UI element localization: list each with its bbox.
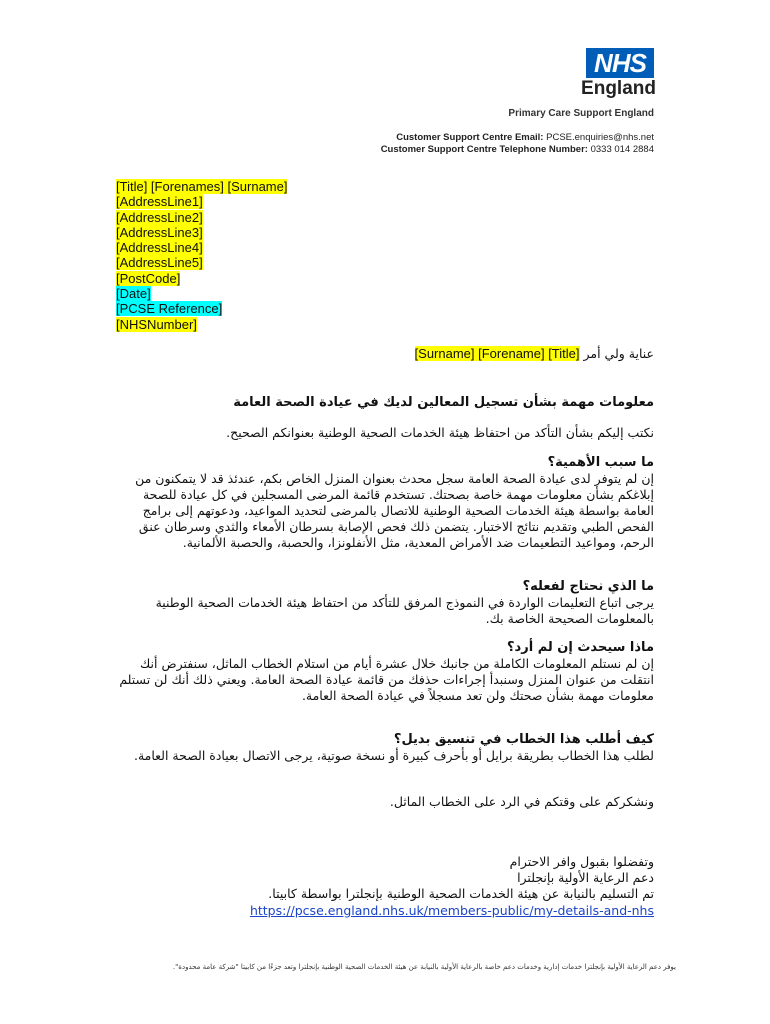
nhs-number: [NHSNumber] bbox=[116, 316, 197, 332]
section-heading-importance: ما سبب الأهمية؟ bbox=[547, 455, 654, 470]
letter-date: [Date] bbox=[116, 286, 151, 302]
letter-signoff: وتفضلوا بقبول وافر الاحترام bbox=[509, 854, 654, 869]
link-line bbox=[116, 903, 654, 919]
nhs-logo: NHS bbox=[586, 48, 654, 78]
salutation bbox=[116, 346, 654, 362]
salutation-prefix: عناية ولي أمر bbox=[583, 346, 654, 361]
salutation-fields: [Surname] [Forename] [Title] bbox=[414, 346, 580, 361]
phone-label: Customer Support Centre Telephone Number: bbox=[380, 144, 588, 155]
section-body-alt-format: لطلب هذا الخطاب بطريقة برايل أو بأحرف كبيرة أو نسخة صوتية، يرجى الاتصال بعيادة الصحة العامة. bbox=[133, 748, 654, 763]
address-line-2: [AddressLine2] bbox=[116, 209, 203, 225]
section-heading-alt-format: كيف أطلب هذا الخطاب في تنسيق بديل؟ bbox=[393, 732, 654, 747]
phone-value: 0333 014 2884 bbox=[590, 144, 654, 155]
letter-thanks: ونشكركم على وقتكم في الرد على الخطاب الماثل. bbox=[389, 794, 654, 809]
nhs-region-name: England bbox=[581, 78, 656, 99]
address-line-1: [AddressLine1] bbox=[116, 194, 203, 210]
section-body-no-reply: إن لم نستلم المعلومات الكاملة من جانبك خلال عشرة أيام من استلام الخطاب الماثل، سنفترض أنك انتقلت من عنوان المنزل وسنبدأ إجراءات حذفك من قائمة عيادة الصحة العامة. ويعني ذلك أنك لن تستلم معلومات مهمة بشأن صحتك ولن تعد مسجلاً في عيادة الصحة العامة. bbox=[119, 656, 654, 703]
section-heading-what-to-do: ما الذي نحتاج لفعله؟ bbox=[522, 579, 654, 594]
address-line-3: [AddressLine3] bbox=[116, 224, 203, 240]
footer-note: يوفر دعم الرعاية الأولية بإنجلترا خدمات إدارية وخدمات دعم خاصة بالرعاية الأولية بالنيابة عن هيئة الخدمات الصحية الوطنية بإنجلترا وتعد جزءًا من كابيتا "شركة عامة محدودة". bbox=[172, 963, 676, 971]
section-heading-no-reply: ماذا سيحدث إن لم أرد؟ bbox=[507, 640, 654, 655]
recipient-address-block bbox=[116, 179, 287, 332]
letter-signatory: دعم الرعاية الأولية بإنجلترا bbox=[517, 870, 654, 885]
address-line-4: [AddressLine4] bbox=[116, 240, 203, 256]
recipient-name: [Title] [Forenames] [Surname] bbox=[116, 179, 288, 194]
pcse-reference: [PCSE Reference] bbox=[116, 301, 223, 317]
my-details-link[interactable]: https://pcse.england.nhs.uk/members-public/my-details-and-nhs bbox=[249, 903, 654, 918]
contact-email-line bbox=[396, 132, 654, 143]
contact-phone-line bbox=[381, 144, 654, 155]
delivered-by: تم التسليم بالنيابة عن هيئة الخدمات الصحية الوطنية بإنجلترا بواسطة كابيتا. bbox=[268, 886, 654, 901]
postcode: [PostCode] bbox=[116, 270, 181, 286]
letter-subject: معلومات مهمة بشأن تسجيل المعالين لديك في عيادة الصحة العامة bbox=[233, 395, 654, 410]
letter-intro: نكتب إليكم بشأن التأكد من احتفاظ هيئة الخدمات الصحية الوطنية بعنوانكم الصحيح. bbox=[226, 425, 654, 440]
section-body-importance: إن لم يتوفر لدى عيادة الصحة العامة سجل محدث بعنوان المنزل الخاص بكم، عندئذ قد لا يتمكنون من إبلاغكم بشأن معلومات مهمة خاصة بصحتك. تستخدم قائمة المرضى المسجلين في كل عيادة للصحة العامة بواسطة هيئة الخدمات الصحية الوطنية للاتصال بالمرضى لتحديد المواعيد، ودعوتهم إلى برامج الفحص الطبي وتقديم نتائج الاختبار. يتضمن ذلك فحص الإصابة بسرطان الأمعاء والثدي وسرطان عنق الرحم، ومواعيد التطعيمات ضد الأمراض المعدية، مثل الأنفلونزا، والحصبة، والحصبة الألمانية. bbox=[135, 471, 654, 550]
email-value: PCSE.enquiries@nhs.net bbox=[546, 132, 654, 143]
address-line-5: [AddressLine5] bbox=[116, 255, 203, 271]
organisation-name: Primary Care Support England bbox=[508, 108, 654, 119]
section-body-what-to-do: يرجى اتباع التعليمات الواردة في النموذج المرفق للتأكد من احتفاظ هيئة الخدمات الصحية الوطنية بالمعلومات الصحيحة الخاصة بك. bbox=[155, 595, 654, 626]
email-label: Customer Support Centre Email: bbox=[396, 132, 544, 143]
